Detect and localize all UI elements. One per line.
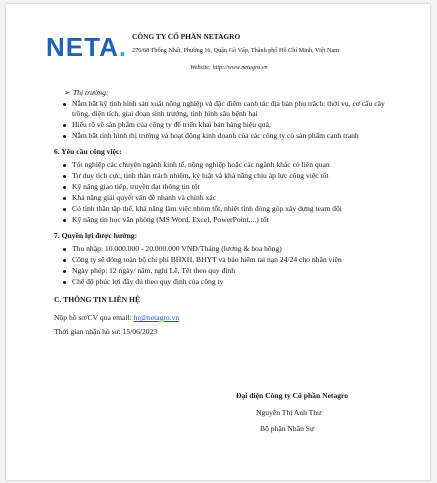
contact-heading: C. THÔNG TIN LIÊN HỆ (54, 295, 141, 304)
document-page (6, 4, 430, 480)
list-item: Kỹ năng giao tiếp, truyền đạt thông tin tốt (50, 182, 390, 192)
market-list (50, 99, 390, 141)
list-item: Nắm bắt kỹ tình hình sản xuất nông nghiệp và đặc điểm canh tác địa bàn phụ trách: thời vụ, cơ cấu cây trồng, diện tích, giai đoạn sinh trưởng, tình hình sâu bệnh hại (50, 99, 390, 119)
requirements-list (50, 160, 390, 225)
list-item: Công ty sẽ đóng toàn bộ chi phí BHXH, BHYT và bảo hiểm tai nạn 24/24 cho nhân viên (50, 255, 390, 265)
signature-company: Đại diện Công ty Cổ phần Netagro (236, 391, 349, 400)
benefits-heading: 7. Quyền lợi được hưởng: (54, 231, 138, 240)
document-body (50, 88, 390, 337)
list-item: Ngày phép: 12 ngày/ năm, nghỉ Lễ, Tết theo quy định (50, 266, 390, 276)
letterhead (6, 4, 430, 84)
neta-logo (46, 32, 127, 63)
market-title: Thị trường: (73, 88, 109, 97)
list-item: Hiểu rõ về sản phẩm của công ty để triển khai bán hàng hiệu quả, (50, 120, 390, 130)
email-label: Nộp hồ sơ/CV qua email: (54, 313, 134, 322)
list-item: Thu nhập: 10.000.000 - 20.000.000 VNĐ/Tháng (lương & hoa hồng) (50, 244, 390, 254)
list-item: Có tinh thần tập thể, khả năng làm việc nhóm tốt, nhiệt tình đóng góp xây dựng team đội (50, 204, 390, 214)
benefits-list (50, 244, 390, 287)
company-address: 276/68 Thống Nhất, Phường 16, Quận Gò Vấp, Thành phố Hồ Chí Minh, Việt Nam (132, 47, 339, 54)
signature-department: Bộ phận Nhân Sự (260, 424, 315, 433)
company-website: Website: http://www.netagro.vn (190, 64, 268, 71)
deadline-text: Thời gian nhận hồ sơ: 15/06/2023 (54, 327, 158, 336)
signature-name: Nguyễn Thị Anh Thư (256, 408, 322, 417)
email-line (54, 313, 390, 323)
list-item: Kỹ năng tin học văn phòng (MS Word, Excel, PowerPoint,...) tốt (50, 215, 390, 225)
logo-dot: . (118, 32, 128, 62)
list-item: Nắm bắt tình hình thị trường và hoạt động kinh doanh của các công ty có sản phẩm cạnh tranh (50, 131, 390, 141)
market-heading (64, 88, 390, 98)
requirements-heading: 6. Yêu cầu công việc: (54, 147, 122, 156)
list-item: Tư duy tích cực, tinh thần trách nhiệm, kỷ luật và khả năng chịu áp lực công việc tốt (50, 171, 390, 181)
list-item: Khả năng giải quyết vấn đề nhanh và chính xác (50, 193, 390, 203)
logo-text: NETA (46, 32, 119, 62)
arrow-bullet-icon: ➢ (64, 89, 70, 97)
list-item: Tốt nghiệp các chuyên ngành kinh tế, nông nghiệp hoặc các ngành khác có liên quan (50, 160, 390, 170)
company-name: CÔNG TY CỔ PHẦN NETAGRO (132, 32, 241, 41)
list-item: Chế độ phúc lợi đầy đủ theo quy định của công ty (50, 277, 390, 287)
email-link[interactable]: hr@netagro.vn (133, 313, 180, 322)
